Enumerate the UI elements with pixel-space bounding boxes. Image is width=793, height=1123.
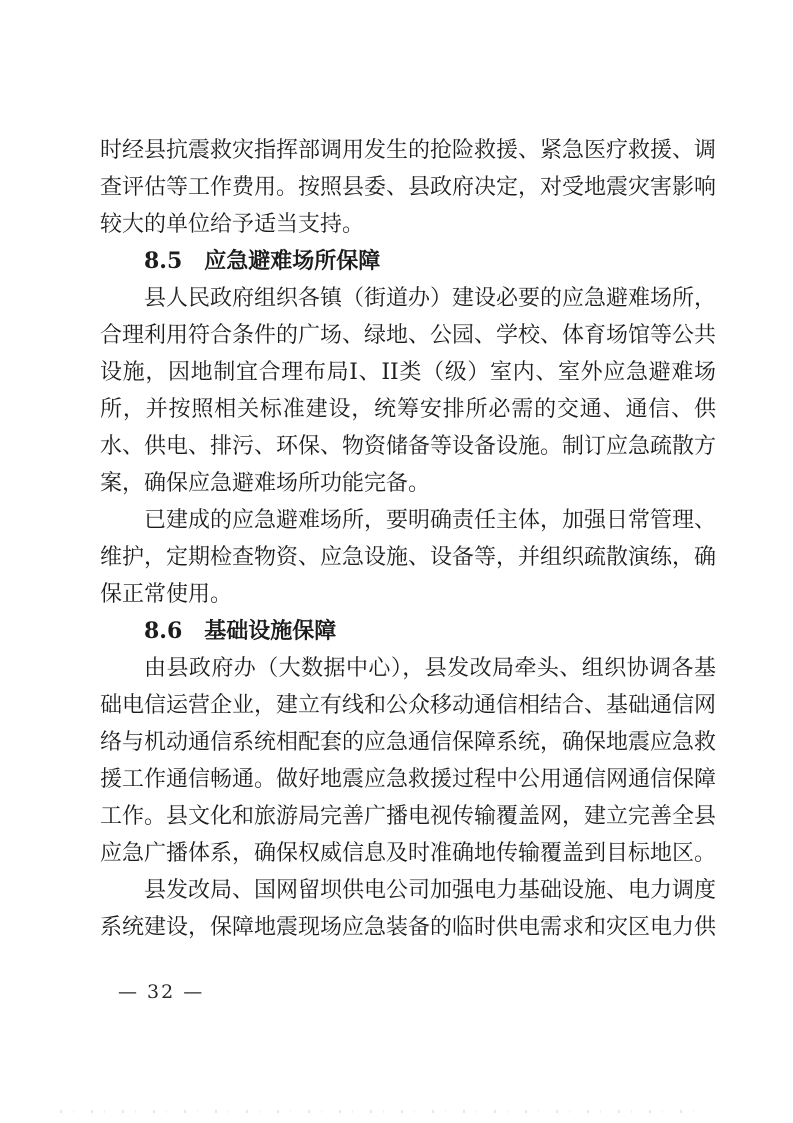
page-number: — 32 — bbox=[118, 981, 205, 1003]
scan-noise-artifact bbox=[60, 1110, 710, 1113]
body-paragraph: 县人民政府组织各镇（街道办）建设必要的应急避难场所，合理利用符合条件的广场、绿地、公园、学校、体育场馆等公共设施，因地制宜合理布局I、II类（级）室内、室外应急避难场所，并按照相关标准建设，统筹安排所必需的交通、通信、供水、供电、排污、环保、物资储备等设备设施。制订应急疏散方案，确保应急避难场所功能完备。 bbox=[100, 286, 717, 496]
body-paragraph: 由县政府办（大数据中心），县发改局牵头、组织协调各基础电信运营企业，建立有线和公众移动通信相结合、基础通信网络与机动通信系统相配套的应急通信保障系统，确保地震应急救援工作通信畅通。做好地震应急救援过程中公用通信网通信保障工作。县文化和旅游局完善广播电视传输覆盖网，建立完善全县应急广播体系，确保权威信息及时准确地传输覆盖到目标地区。 bbox=[100, 656, 717, 866]
document-content bbox=[100, 132, 716, 946]
body-paragraph: 已建成的应急避难场所，要明确责任主体，加强日常管理、维护，定期检查物资、应急设施、设备等，并组织疏散演练，确保正常使用。 bbox=[100, 508, 717, 607]
section-heading: 8.5 应急避难场所保障 bbox=[144, 248, 381, 274]
body-paragraph: 时经县抗震救灾指挥部调用发生的抢险救援、紧急医疗救援、调查评估等工作费用。按照县委、县政府决定，对受地震灾害影响较大的单位给予适当支持。 bbox=[100, 138, 717, 237]
section-heading: 8.6 基础设施保障 bbox=[144, 618, 337, 644]
body-paragraph: 县发改局、国网留坝供电公司加强电力基础设施、电力调度系统建设，保障地震现场应急装备的临时供电需求和灾区电力供 bbox=[100, 878, 717, 940]
